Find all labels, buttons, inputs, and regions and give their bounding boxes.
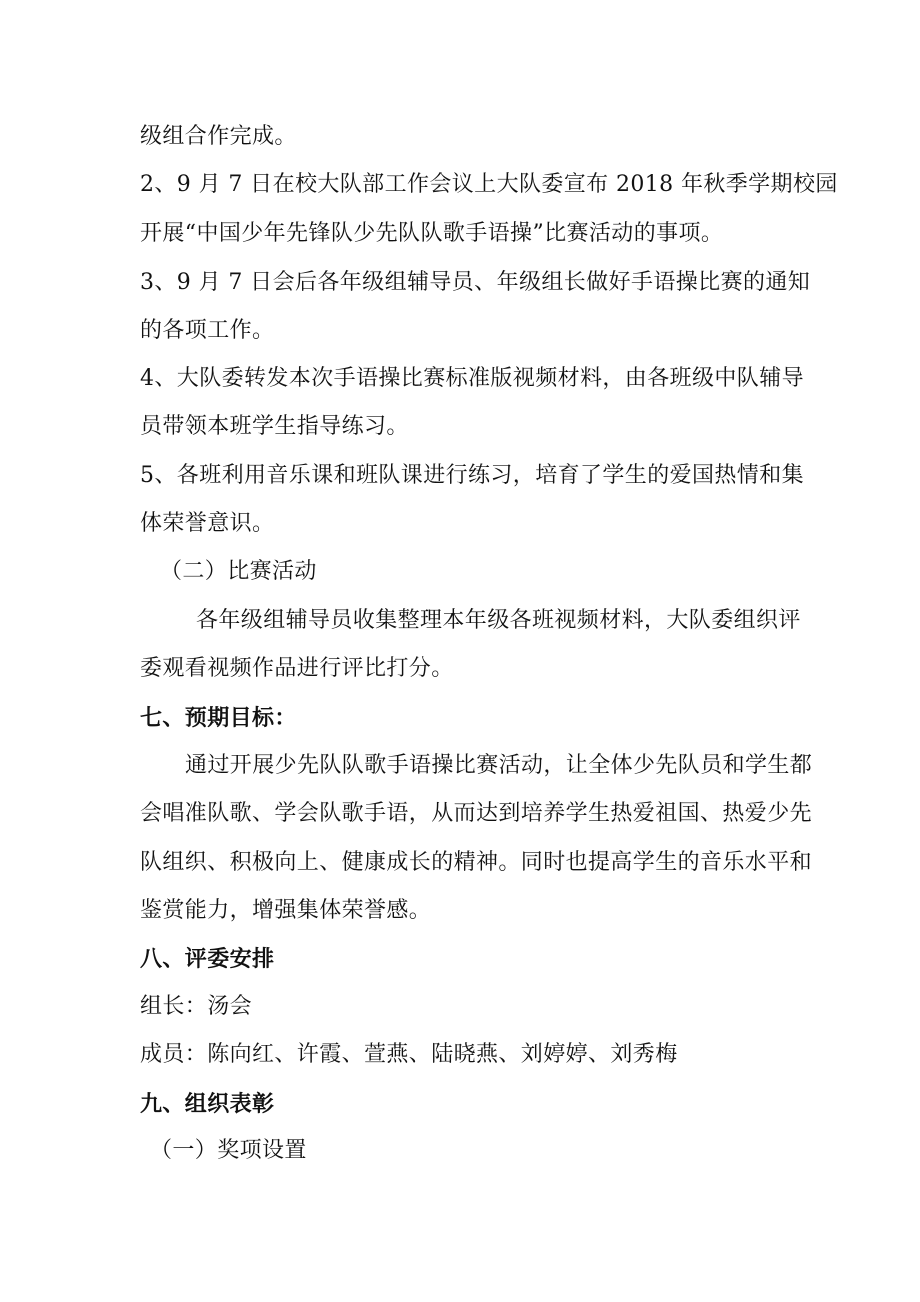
paragraph-line: 5、各班利用音乐课和班队课进行练习，培育了学生的爱国热情和集 — [140, 463, 804, 488]
section-heading: 九、组织表彰 — [140, 1091, 275, 1117]
subsection-heading: （一）奖项设置 — [150, 1138, 307, 1163]
paragraph-line: 的各项工作。 — [140, 318, 275, 343]
paragraph-line: 会唱准队歌、学会队歌手语，从而达到培养学生热爱祖国、热爱少先 — [140, 801, 813, 826]
paragraph-line: 队组织、积极向上、健康成长的精神。同时也提高学生的音乐水平和 — [140, 850, 813, 875]
paragraph-line: 组长：汤会 — [140, 994, 253, 1019]
paragraph-line: 2、9 月 7 日在校大队部工作会议上大队委宣布 2018 年秋季学期校园 — [140, 172, 838, 197]
paragraph-line: 4、大队委转发本次手语操比赛标准版视频材料，由各班级中队辅导 — [140, 366, 804, 391]
paragraph-line: 开展“中国少年先锋队少先队队歌手语操”比赛活动的事项。 — [140, 221, 724, 246]
subsection-heading: （二）比赛活动 — [160, 559, 317, 584]
paragraph-line: 鉴赏能力，增强集体荣誉感。 — [140, 898, 432, 923]
paragraph-line: 级组合作完成。 — [140, 124, 297, 149]
paragraph-line: 各年级组辅导员收集整理本年级各班视频材料，大队委组织评 — [196, 608, 801, 633]
paragraph-line: 通过开展少先队队歌手语操比赛活动，让全体少先队员和学生都 — [185, 753, 813, 778]
section-heading: 八、评委安排 — [140, 946, 275, 972]
paragraph-line: 委观看视频作品进行评比打分。 — [140, 656, 454, 681]
section-heading: 七、预期目标： — [140, 705, 297, 731]
paragraph-line: 体荣誉意识。 — [140, 511, 275, 536]
paragraph-line: 员带领本班学生指导练习。 — [140, 414, 409, 439]
paragraph-line: 3、9 月 7 日会后各年级组辅导员、年级组长做好手语操比赛的通知 — [140, 270, 811, 295]
paragraph-line: 成员：陈向红、许霞、萱燕、陆晓燕、刘婷婷、刘秀梅 — [140, 1042, 678, 1067]
